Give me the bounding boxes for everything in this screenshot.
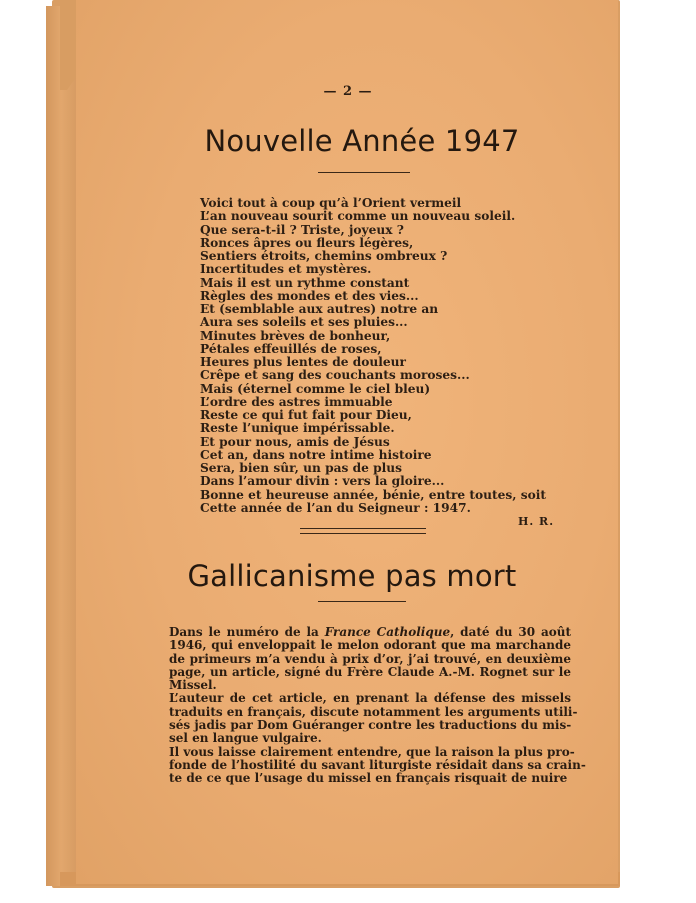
article-line: traduits en français, discute notamment les arguments utili- (169, 704, 578, 719)
article-paragraph (155, 626, 571, 692)
poem-signature: H. R. (518, 515, 555, 528)
article-text: , daté du 30 août (450, 625, 572, 639)
article-line: Missel. (169, 678, 217, 693)
article-line: page, un article, signé du Frère Claude A.-M. Rognet sur le (169, 664, 571, 679)
publication-title: France Catholique (324, 625, 451, 639)
poem-line: Minutes brèves de bonheur, (200, 328, 391, 343)
poem-line: Cette année de l’an du Seigneur : 1947. (200, 500, 471, 515)
article-line (155, 626, 571, 639)
poem-line: Et pour nous, amis de Jésus (200, 434, 390, 449)
title-underline (318, 601, 406, 602)
article-paragraph (155, 744, 586, 786)
section-title-nouvelle-annee: Nouvelle Année 1947 (204, 124, 520, 158)
poem-line: Règles des mondes et des vies... (200, 288, 419, 303)
poem-line: Sera, bien sûr, un pas de plus (200, 461, 402, 475)
poem-line: Incertitudes et mystères. (200, 262, 372, 277)
poem-line: Reste l’unique impérissable. (200, 421, 395, 436)
poem-line: Voici tout à coup qu’à l’Orient vermeil (200, 196, 462, 210)
title-underline (318, 172, 410, 173)
poem-line: L’an nouveau sourit comme un nouveau soleil. (200, 209, 516, 224)
poem-line: Mais (éternel comme le ciel bleu) (200, 381, 431, 396)
poem-line: Heures plus lentes de douleur (200, 355, 406, 369)
poem-line: L’ordre des astres immuable (200, 394, 393, 409)
poem-line: Reste ce qui fut fait pour Dieu, (200, 408, 412, 422)
article-text: Dans le numéro de la (169, 625, 325, 639)
article-line: L’auteur de cet article, en prenant la défense des missels (169, 691, 571, 706)
poem-line: Sentiers étroits, chemins ombreux ? (200, 249, 448, 263)
poem (200, 197, 580, 515)
article-line: sel en langue vulgaire. (169, 731, 322, 746)
article-line: Il vous laisse clairement entendre, que la raison la plus pro- (169, 744, 575, 759)
poem-line: Crêpe et sang des couchants moroses... (200, 368, 470, 383)
poem-line: Et (semblable aux autres) notre an (200, 302, 439, 316)
page-number: — 2 — (323, 84, 373, 99)
poem-line: Ronces âpres ou fleurs légères, (200, 235, 414, 250)
article-line: fonde de l’hostilité du savant liturgiste résidait dans sa crain- (169, 757, 586, 772)
section-divider (300, 528, 426, 534)
poem-line: Cet an, dans notre intime histoire (200, 447, 432, 462)
article-paragraph (155, 691, 578, 746)
poem-line: Aura ses soleils et ses pluies... (200, 315, 408, 330)
article-line: sés jadis par Dom Guéranger contre les traductions du mis- (169, 718, 572, 733)
section-title-gallicanisme: Gallicanisme pas mort (187, 559, 517, 593)
poem-line: Pétales effeuillés de roses, (200, 341, 382, 356)
article-line: te de ce que l’usage du missel en français risquait de nuire (169, 771, 568, 786)
poem-line: Dans l’amour divin : vers la gloire... (200, 474, 445, 489)
poem-line: Que sera-t-il ? Triste, joyeux ? (200, 222, 404, 237)
poem-line: Bonne et heureuse année, bénie, entre toutes, soit (200, 487, 547, 502)
article-line: 1946, qui enveloppait le melon odorant que ma marchande (169, 638, 571, 653)
article-line: de primeurs m’a vendu à prix d’or, j’ai trouvé, en deuxième (169, 651, 571, 666)
article-body (155, 625, 586, 786)
poem-line: Mais il est un rythme constant (200, 275, 410, 290)
